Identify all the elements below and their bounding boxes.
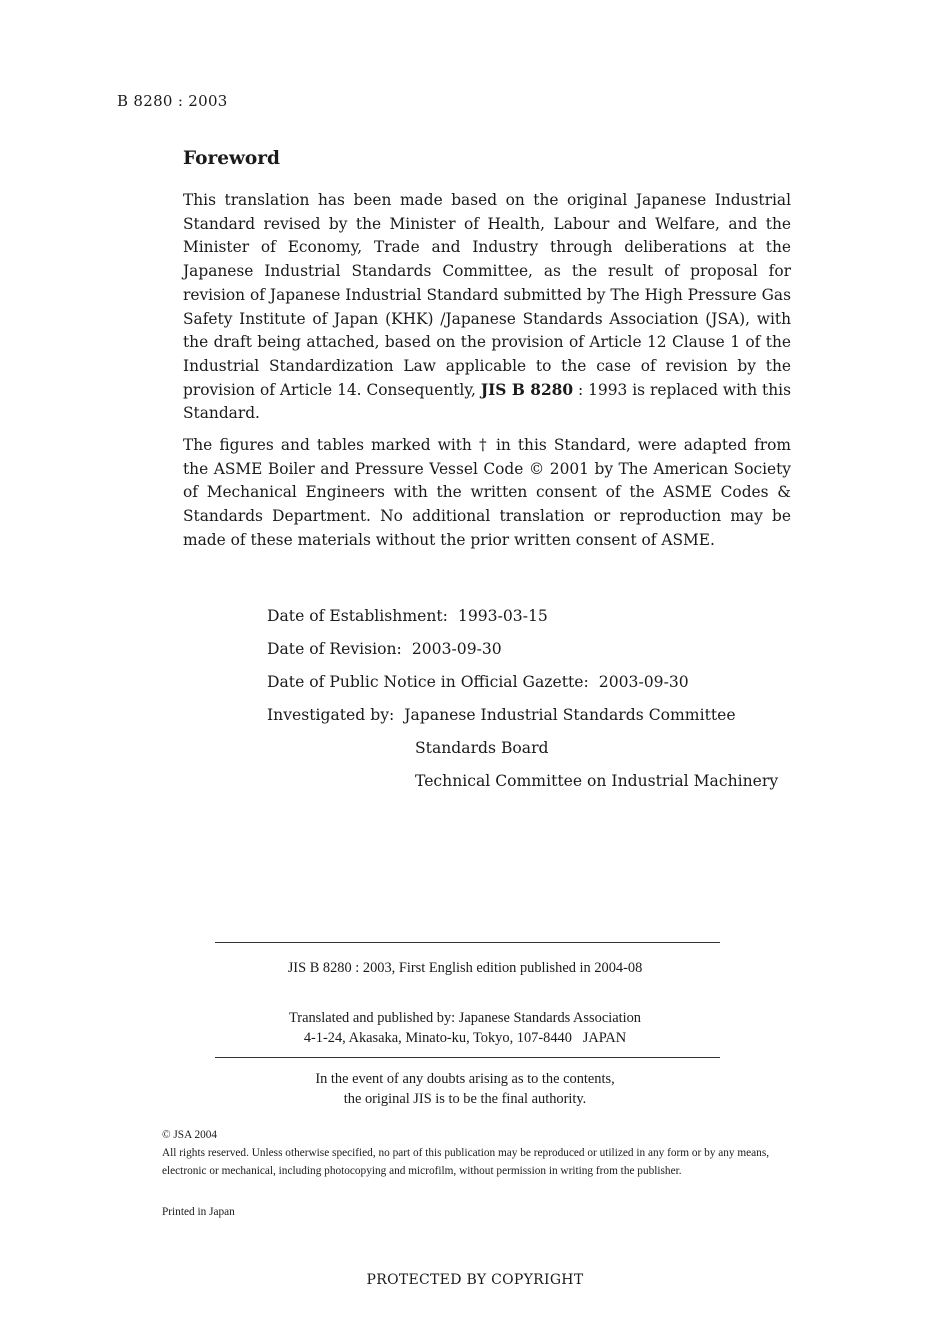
gazette-value: 2003-09-30 (598, 673, 689, 691)
authority-line-2: the original JIS is to be the final authority. (343, 1091, 587, 1107)
divider-bottom (215, 1057, 720, 1058)
establishment-label: Date of Establishment: (267, 607, 448, 625)
authority-block (0, 1069, 930, 1109)
revision-value: 2003-09-30 (411, 640, 502, 658)
publisher-block (0, 1008, 930, 1048)
dates-block (267, 600, 778, 798)
foreword-paragraph-1-end: : 1993 is replaced with this Standard. (183, 380, 791, 423)
investigated-value-3: Technical Committee on Industrial Machinery (415, 772, 779, 790)
gazette-label: Date of Public Notice in Official Gazette: (267, 673, 589, 691)
gazette-row (267, 666, 778, 699)
copyright-notice: © JSA 2004 (162, 1129, 218, 1141)
publisher-line: Translated and published by: Japanese Standards Association (289, 1010, 641, 1026)
foreword-paragraph-1 (183, 189, 791, 426)
establishment-row (267, 600, 778, 633)
authority-line-1: In the event of any doubts arising as to the contents, (315, 1071, 615, 1087)
foreword-paragraph-2: The figures and tables marked with † in this Standard, were adapted from the ASME Boiler and Pressure Vessel Code © 2001 by The American Society of Mechanical Engineers with the written consent of the ASME Codes & Standards Department. No additional translation or reproduction may be made of these materials without the prior written consent of ASME. (183, 436, 791, 549)
investigated-row (267, 699, 778, 732)
edition-line: JIS B 8280 : 2003, First English edition published in 2004-08 (287, 960, 643, 976)
printed-in: Printed in Japan (162, 1206, 235, 1218)
publisher-address: 4-1-24, Akasaka, Minato-ku, Tokyo, 107-8440 JAPAN (303, 1030, 627, 1046)
foreword-paragraph-1-text: This translation has been made based on the original Japanese Industrial Standard revised by the Minister of Health, Labour and Welfare, and the Minister of Economy, Trade and Industry through deliberations at the Japanese Industrial Standards Committee, as the result of proposal for revision of Japanese Industrial Standard submitted by The High Pressure Gas Safety Institute of Japan (KHK) /Japanese Standards Association (JSA), with the draft being attached, based on the provision of Article 12 Clause 1 of the Industrial Standardization Law applicable to the case of revision by the provision of Article 14. Consequently, (183, 191, 791, 399)
page-footer: PROTECTED BY COPYRIGHT (366, 1272, 584, 1288)
document-id: B 8280 : 2003 (117, 92, 228, 110)
investigated-value-2: Standards Board (415, 739, 549, 757)
investigated-label: Investigated by: (267, 706, 395, 724)
revision-label: Date of Revision: (267, 640, 402, 658)
establishment-value: 1993-03-15 (457, 607, 548, 625)
foreword-heading: Foreword (183, 148, 280, 169)
replaced-standard-ref: JIS B 8280 (480, 380, 574, 399)
revision-row (267, 633, 778, 666)
rights-statement: All rights reserved. Unless otherwise specified, no part of this publication may be reproduced or utilized in any form or by any means, electronic or mechanical, including photocopying and microfilm, without permission in writing from the publisher. (162, 1147, 770, 1177)
divider-top (215, 942, 720, 943)
investigated-value-1: Japanese Industrial Standards Committee (404, 706, 736, 724)
